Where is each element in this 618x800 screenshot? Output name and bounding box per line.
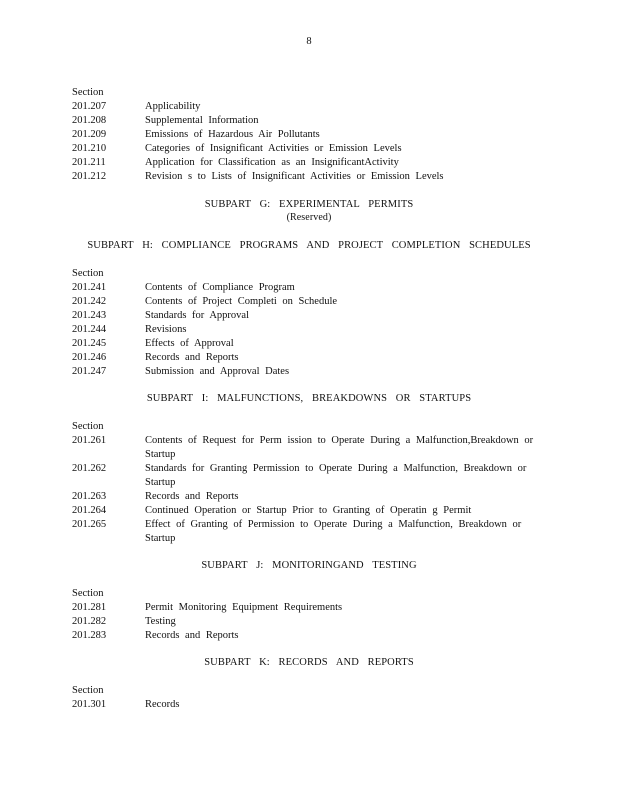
section-title: Application for Classification as an InsignificantActivity [145, 157, 399, 168]
section-row [72, 601, 552, 615]
section-row [72, 295, 552, 309]
section-list-subpart-j [72, 587, 552, 643]
section-row [72, 128, 552, 142]
section-title: Emissions of Hazardous Air Pollutants [145, 129, 320, 140]
subpart-title: SUBPART K: RECORDS AND REPORTS [204, 657, 414, 668]
subpart-j-heading [0, 559, 618, 572]
subpart-k-heading [0, 656, 618, 669]
section-title: Standards for Approval [145, 310, 249, 321]
section-title: Contents of Request for Perm ission to Operate During a Malfunction,Breakdown or Startup [145, 435, 534, 460]
section-number: 201.261 [72, 435, 107, 446]
section-number: 201.265 [72, 519, 107, 530]
section-title: Applicability [145, 101, 201, 112]
section-number: 201.262 [72, 463, 107, 474]
section-row [72, 170, 552, 184]
section-title: Categories of Insignificant Activities or Emission Levels [145, 143, 402, 154]
section-title: Permit Monitoring Equipment Requirements [145, 602, 343, 613]
section-number: 201.209 [72, 129, 107, 140]
section-label: Section [72, 268, 104, 279]
section-row [72, 156, 552, 170]
section-title: Records and Reports [145, 491, 239, 502]
subpart-title: SUBPART G: EXPERIMENTAL PERMITS [204, 199, 414, 210]
section-title: Revision s to Lists of Insignificant Activities or Emission Levels [145, 171, 444, 182]
section-row [72, 351, 552, 365]
section-row [72, 490, 552, 504]
section-row [72, 615, 552, 629]
section-row [72, 504, 552, 518]
section-number: 201.244 [72, 324, 107, 335]
section-row [72, 309, 552, 323]
subpart-title: SUBPART H: COMPLIANCE PROGRAMS AND PROJECT COMPLETION SCHEDULES [87, 240, 531, 251]
section-label: Section [72, 421, 104, 432]
section-title: Effects of Approval [145, 338, 234, 349]
section-list-subpart-h [72, 267, 552, 379]
subpart-title: SUBPART J: MONITORINGAND TESTING [201, 560, 417, 571]
section-title: Records [145, 699, 180, 710]
section-number: 201.241 [72, 282, 107, 293]
section-list-subpart-i [72, 420, 552, 546]
section-number: 201.282 [72, 616, 107, 627]
section-list-subpart-f [72, 86, 552, 184]
section-number: 201.207 [72, 101, 107, 112]
section-number: 201.263 [72, 491, 107, 502]
section-row [72, 365, 552, 379]
section-row [72, 629, 552, 643]
section-number: 201.301 [72, 699, 107, 710]
section-list-subpart-k [72, 684, 552, 712]
section-title: Effect of Granting of Permission to Operate During a Malfunction, Breakdown or Startup [145, 519, 522, 544]
section-row [72, 337, 552, 351]
section-number: 201.283 [72, 630, 107, 641]
subpart-g-heading [0, 198, 618, 224]
section-label: Section [72, 588, 104, 599]
page-number: 8 [306, 36, 312, 47]
section-title: Contents of Project Completi on Schedule [145, 296, 338, 307]
section-number: 201.264 [72, 505, 107, 516]
section-number: 201.243 [72, 310, 107, 321]
section-title: Contents of Compliance Program [145, 282, 295, 293]
section-number: 201.211 [72, 157, 106, 168]
section-title: Testing [145, 616, 176, 627]
section-title: Records and Reports [145, 630, 239, 641]
section-row [72, 114, 552, 128]
section-row [72, 323, 552, 337]
section-row [72, 698, 552, 712]
section-title: Revisions [145, 324, 187, 335]
section-number: 201.246 [72, 352, 107, 363]
section-number: 201.242 [72, 296, 107, 307]
section-title: Submission and Approval Dates [145, 366, 290, 377]
section-number: 201.210 [72, 143, 107, 154]
section-title: Standards for Granting Permission to Operate During a Malfunction, Breakdown or Startup [145, 463, 527, 488]
section-title: Records and Reports [145, 352, 239, 363]
section-number: 201.247 [72, 366, 107, 377]
section-row [72, 100, 552, 114]
section-row [72, 281, 552, 295]
section-number: 201.245 [72, 338, 107, 349]
section-row [72, 142, 552, 156]
subpart-h-heading [0, 239, 618, 252]
section-row [72, 462, 552, 490]
section-row [72, 434, 552, 462]
section-title: Continued Operation or Startup Prior to Granting of Operatin g Permit [145, 505, 472, 516]
subpart-reserved-note: (Reserved) [286, 212, 332, 223]
section-title: Supplemental Information [145, 115, 259, 126]
section-label: Section [72, 87, 104, 98]
subpart-title: SUBPART I: MALFUNCTIONS, BREAKDOWNS OR STARTUPS [146, 393, 472, 404]
section-label: Section [72, 685, 104, 696]
section-row [72, 518, 552, 546]
section-number: 201.208 [72, 115, 107, 126]
section-number: 201.212 [72, 171, 107, 182]
section-number: 201.281 [72, 602, 107, 613]
subpart-i-heading [0, 392, 618, 405]
